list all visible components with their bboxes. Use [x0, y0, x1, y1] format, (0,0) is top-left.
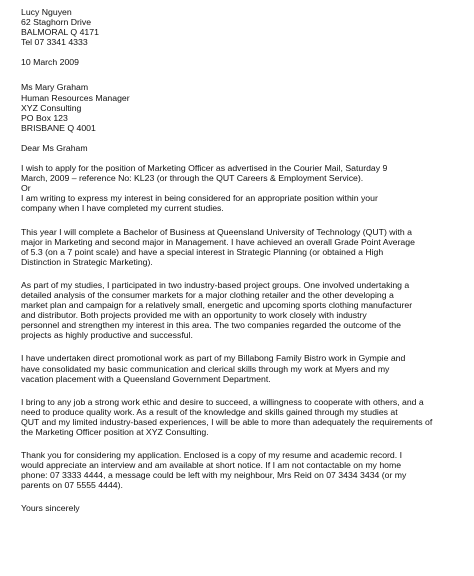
- paragraph-line: detailed analysis of the consumer markets for a major clothing retailer and the other developing a: [21, 289, 394, 300]
- paragraph-closing-thanks: [21, 450, 460, 490]
- paragraph-line: major in Marketing and second major in Management. I have achieved an overall Grade Point Average: [21, 236, 415, 247]
- paragraph-line: phone: 07 3333 4444, a message could be left with my neighbour, Mrs Reid on 07 3434 3434 (or my: [21, 470, 407, 481]
- paragraph-line: March, 2009 – reference No: KL23 (or through the QUT Careers & Employment Service).: [21, 173, 364, 184]
- paragraph-line: projects as highly productive and successful.: [21, 330, 193, 341]
- paragraph-education: [21, 227, 460, 267]
- paragraph-line: I have undertaken direct promotional work as part of my Billabong Family Bistro work in Gympie and: [21, 353, 406, 364]
- recipient-city: BRISBANE Q 4001: [21, 122, 96, 133]
- paragraph-application: [21, 163, 460, 213]
- recipient-po-box: PO Box 123: [21, 112, 68, 123]
- sender-name: Lucy Nguyen: [21, 7, 72, 17]
- paragraph-line: Distinction in Strategic Marketing).: [21, 256, 153, 267]
- paragraph-work-experience: [21, 353, 460, 383]
- recipient-company: XYZ Consulting: [21, 102, 82, 113]
- recipient-title: Human Resources Manager: [21, 92, 130, 103]
- paragraph-line: the Marketing Officer position at XYZ Consulting.: [21, 427, 209, 437]
- paragraph-line: company when I have completed my current studies.: [21, 203, 224, 214]
- recipient-name: Ms Mary Graham: [21, 82, 89, 93]
- paragraph-line: I bring to any job a strong work ethic and desire to succeed, a willingness to cooperate with others, and a: [21, 396, 424, 407]
- paragraph-line: and distributor. Both projects provided me with an opportunity to work closely with industry: [21, 310, 367, 321]
- closing: Yours sincerely: [21, 503, 80, 514]
- paragraph-line: need to produce quality work. As a result of the knowledge and skills gained through my studies at: [21, 406, 398, 417]
- salutation: Dear Ms Graham: [21, 142, 88, 153]
- paragraph-line: parents on 07 5555 4444).: [21, 480, 123, 491]
- sender-street: 62 Staghorn Drive: [21, 17, 92, 28]
- sender-address: [21, 7, 460, 47]
- paragraph-line: I am writing to express my interest in being considered for an appropriate position within your: [21, 193, 378, 204]
- paragraph-line: This year I will complete a Bachelor of Business at Queensland University of Technology (QUT) with a: [21, 226, 412, 237]
- paragraph-line: personnel and strengthen my interest in this area. The two companies regarded the outcome of the: [21, 320, 401, 331]
- paragraph-qualities: [21, 397, 460, 437]
- paragraph-line: Thank you for considering my application. Enclosed is a copy of my resume and academic record. I: [21, 450, 402, 461]
- paragraph-line: would appreciate an interview and am available at short notice. If I am not contactable on my home: [21, 460, 402, 471]
- letter-date: 10 March 2009: [21, 57, 79, 68]
- paragraph-line: Or: [21, 183, 31, 194]
- paragraph-line: As part of my studies, I participated in two industry-based project groups. One involved undertaking a: [21, 279, 410, 290]
- paragraph-line: vacation placement with a Queensland Government Department.: [21, 373, 271, 384]
- paragraph-line: I wish to apply for the position of Marketing Officer as advertised in the Courier Mail, Saturday 9: [21, 163, 388, 174]
- paragraph-line: of 5.3 (on a 7 point scale) and have a special interest in Strategic Planning (or obtained a High: [21, 246, 384, 257]
- paragraph-line: market plan and campaign for a relatively small, energetic and upcoming sports clothing manufacturer: [21, 300, 413, 311]
- sender-phone: Tel 07 3341 4333: [21, 37, 88, 48]
- paragraph-line: QUT and my limited industry-based experiences, I will be able to more than adequately the requirements of: [21, 416, 433, 427]
- paragraph-line: have consolidated my basic communication and clerical skills through my work at Myers and my: [21, 363, 390, 374]
- paragraph-projects: [21, 280, 460, 341]
- sender-suburb: BALMORAL Q 4171: [21, 27, 99, 38]
- recipient-address: [21, 82, 460, 132]
